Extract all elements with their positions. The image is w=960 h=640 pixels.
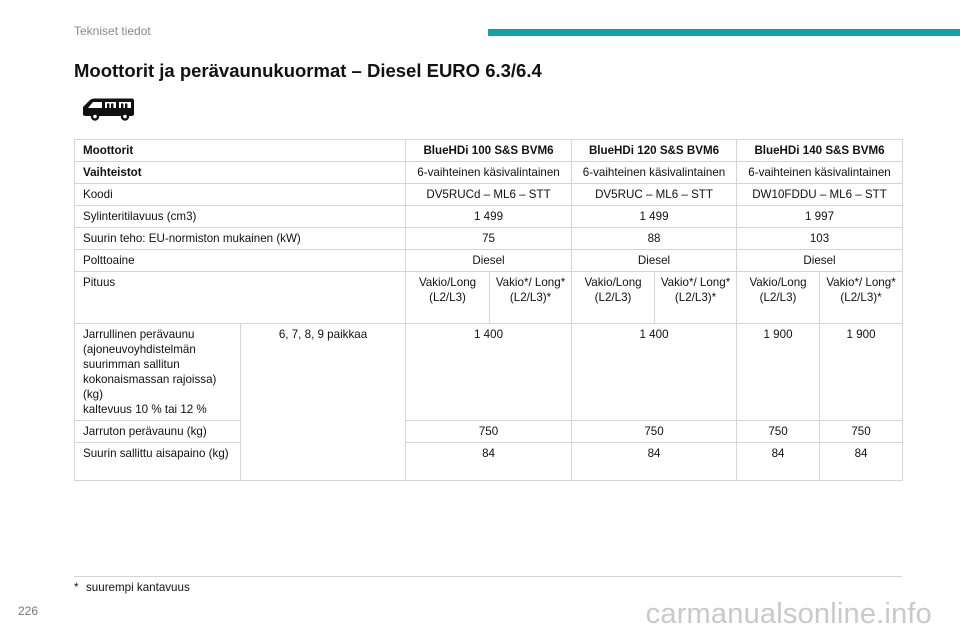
row-label: Vaihteistot: [75, 162, 406, 184]
table-row-length: [75, 272, 903, 324]
cell: 84: [572, 443, 737, 481]
van-icon: [80, 94, 136, 122]
cell: 750: [406, 421, 572, 443]
row-label: [75, 324, 241, 421]
cell: Vakio*/ Long* (L2/L3)*: [490, 272, 572, 324]
cell: 6-vaihteinen käsivalintainen: [572, 162, 737, 184]
footnote-divider: [74, 576, 902, 577]
cell: 6-vaihteinen käsivalintainen: [406, 162, 572, 184]
braked-slope: kaltevuus 10 % tai 12 %: [83, 403, 207, 416]
row-label: Suurin teho: EU-normiston mukainen (kW): [75, 228, 406, 250]
braked-label: Jarrullinen perävaunu (ajoneuvoyhdistelmän suurimman sallitun kokonaismassan rajoissa) (kg): [83, 328, 217, 401]
cell: DV5RUCd – ML6 – STT: [406, 184, 572, 206]
row-label: Pituus: [75, 272, 406, 324]
footnote: [74, 581, 190, 594]
row-label: Koodi: [75, 184, 406, 206]
cell: 84: [737, 443, 820, 481]
cell: Vakio/Long (L2/L3): [572, 272, 655, 324]
cell: 750: [572, 421, 737, 443]
cell: 84: [406, 443, 572, 481]
page-title: Moottorit ja perävaunukuormat – Diesel EURO 6.3/6.4: [74, 60, 542, 81]
cell: Vakio*/ Long* (L2/L3)*: [655, 272, 737, 324]
header-accent-bar: [488, 29, 960, 36]
engine-spec-table: [74, 139, 903, 481]
cell: 750: [737, 421, 820, 443]
table-row-displacement: [75, 206, 903, 228]
section-header: Tekniset tiedot: [74, 24, 151, 38]
seats-cell: 6, 7, 8, 9 paikkaa: [241, 324, 406, 481]
row-label: Suurin sallittu aisapaino (kg): [75, 443, 241, 481]
footnote-text: suurempi kantavuus: [86, 581, 190, 594]
row-label: Jarruton perävaunu (kg): [75, 421, 241, 443]
cell: 1 900: [737, 324, 820, 421]
cell: 1 400: [406, 324, 572, 421]
watermark: carmanualsonline.info: [645, 598, 932, 630]
cell: 1 900: [820, 324, 903, 421]
cell: DV5RUC – ML6 – STT: [572, 184, 737, 206]
cell: Vakio/Long (L2/L3): [737, 272, 820, 324]
cell: Diesel: [406, 250, 572, 272]
cell: 84: [820, 443, 903, 481]
page-number: 226: [18, 604, 39, 618]
table-row-code: [75, 184, 903, 206]
row-label: Sylinteritilavuus (cm3): [75, 206, 406, 228]
cell: 88: [572, 228, 737, 250]
cell: 103: [737, 228, 903, 250]
cell: 1 997: [737, 206, 903, 228]
cell: 750: [820, 421, 903, 443]
table-row-gearbox: [75, 162, 903, 184]
cell: Vakio/Long (L2/L3): [406, 272, 490, 324]
table-row-braked-trailer: [75, 324, 903, 421]
table-row-power: [75, 228, 903, 250]
cell: 75: [406, 228, 572, 250]
cell: 1 499: [572, 206, 737, 228]
table-row-fuel: [75, 250, 903, 272]
header-bluehdi-120: BlueHDi 120 S&S BVM6: [572, 140, 737, 162]
cell: Diesel: [572, 250, 737, 272]
cell: 1 400: [572, 324, 737, 421]
cell: DW10FDDU – ML6 – STT: [737, 184, 903, 206]
cell: 6-vaihteinen käsivalintainen: [737, 162, 903, 184]
cell: Diesel: [737, 250, 903, 272]
row-label: Polttoaine: [75, 250, 406, 272]
cell: 1 499: [406, 206, 572, 228]
header-bluehdi-100: BlueHDi 100 S&S BVM6: [406, 140, 572, 162]
table-row-unbraked-trailer: [75, 421, 903, 443]
table-header-row: [75, 140, 903, 162]
cell: Vakio*/ Long* (L2/L3)*: [820, 272, 903, 324]
header-bluehdi-140: BlueHDi 140 S&S BVM6: [737, 140, 903, 162]
table-row-nose-weight: [75, 443, 903, 481]
header-engines: Moottorit: [75, 140, 406, 162]
footnote-mark: *: [74, 581, 79, 594]
